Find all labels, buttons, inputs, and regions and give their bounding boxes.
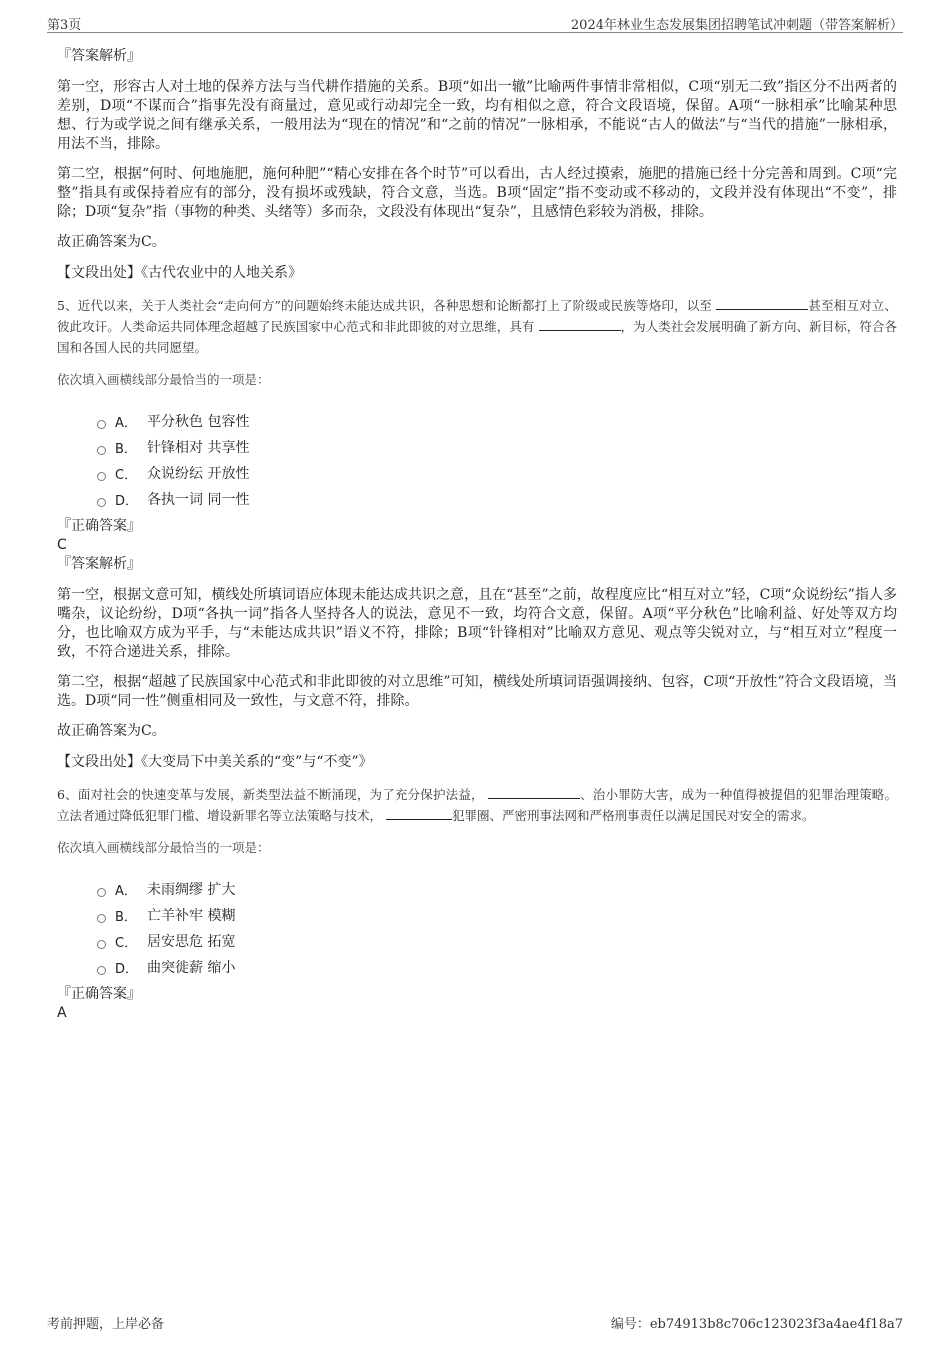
radio-icon[interactable] [97,472,106,481]
analysis-label: 『答案解析』 [57,48,141,64]
page-content [57,46,897,1022]
conclusion: 故正确答案为C。 [57,234,166,250]
option-d[interactable]: D． 各执一词 同一性 [57,486,897,512]
radio-icon[interactable] [97,914,106,923]
page-header [47,12,903,33]
question-5-options [57,408,897,512]
correct-answer-label: 『正确答案』 [57,518,141,534]
correct-answer: C [57,537,67,553]
analysis-paragraph-1: 第一空，形容古人对土地的保养方法与当代耕作措施的关系。B项“如出一辙”比喻两件事情非常相似，C项“别无二致”指区分不出两者的差别，D项“不谋而合”指事先没有商量过，意见或行动却完全一致，均有相似之意，符合文段语境，保留。A项“一脉相承”比喻某种思想、行为或学说之间有继承关系，一般用法为“现在的情况”和“之前的情况”一脉相承，不能说“古人的做法”与“当代的措施”一脉相承，用法不当，排除。 [57,79,897,152]
question-5-stem: 5、近代以来，关于人类社会“走向何方”的问题始终未能达成共识，各种思想和论断都打上了阶级或民族等烙印，以至 甚至相互对立、彼此攻讦。人类命运共同体理念超越了民族国家中心范式和非此即彼的对立思维，具有 ，为人类社会发展明确了新方向、新目标，符合各国和各国人民的共同愿望。 [57,298,897,355]
conclusion: 故正确答案为C。 [57,723,166,739]
question-6-instruction: 依次填入画横线部分最恰当的一项是： [57,840,270,855]
analysis-paragraph-2: 第二空，根据“何时、何地施肥，施何种肥”“精心安排在各个时节”可以看出，古人经过摸索，施肥的措施已经十分完善和周到。C项“完整”指具有或保持着应有的部分，没有损坏或残缺，符合文意，当选。B项“固定”指不变动或不移动的，文段并没有体现出“不变”，排除；D项“复杂”指（事物的种类、头绪等）多而杂，文段没有体现出“复杂”，且感情色彩较为消极，排除。 [57,166,897,220]
question-5-instruction: 依次填入画横线部分最恰当的一项是： [57,372,270,387]
question-6-options [57,876,897,980]
document-id: 编号：eb74913b8c706c123023f3a4ae4f18a7 [610,1317,903,1332]
radio-icon[interactable] [97,888,106,897]
option-a[interactable]: A． 未雨绸缪 扩大 [57,876,897,902]
radio-icon[interactable] [97,966,106,975]
radio-icon[interactable] [97,940,106,949]
question-6-stem: 6、面对社会的快速变革与发展，新类型法益不断涌现，为了充分保护法益， 、治小罪防大害，成为一种值得被提倡的犯罪治理策略。立法者通过降低犯罪门槛、增设新罪名等立法策略与技术， 犯罪圈、严密刑事法网和严格刑事责任以满足国民对安全的需求。 [57,787,897,823]
option-b[interactable]: B． 针锋相对 共享性 [57,434,897,460]
document-title: 2024年林业生态发展集团招聘笔试冲刺题（带答案解析） [570,18,903,33]
analysis-paragraph-2: 第二空，根据“超越了民族国家中心范式和非此即彼的对立思维”可知，横线处所填词语强调接纳、包容，C项“开放性”符合文段语境，当选。D项“同一性”侧重相同及一致性，与文意不符，排除。 [57,674,897,709]
radio-icon[interactable] [97,446,106,455]
footer-slogan: 考前押题，上岸必备 [47,1317,165,1332]
source-line: 【文段出处】《古代农业中的人地关系》 [57,265,302,281]
source-line: 【文段出处】《大变局下中美关系的“变”与“不变”》 [57,754,373,770]
radio-icon[interactable] [97,420,106,429]
correct-answer-label: 『正确答案』 [57,986,141,1002]
option-d[interactable]: D． 曲突徙薪 缩小 [57,954,897,980]
analysis-label: 『答案解析』 [57,556,141,572]
option-c[interactable]: C． 居安思危 拓宽 [57,928,897,954]
analysis-paragraph-1: 第一空，根据文意可知，横线处所填词语应体现未能达成共识之意，且在“甚至”之前，故程度应比“相互对立”轻，C项“众说纷纭”指人多嘴杂，议论纷纷，D项“各执一词”指各人坚持各人的说法，意见不一致，均符合文意，保留。A项“平分秋色”比喻利益、好处等双方均分，也比喻双方成为平手，与“未能达成共识”语义不符，排除；B项“针锋相对”比喻双方意见、观点等尖锐对立，与“相互对立”程度一致，不符合递进关系，排除。 [57,587,897,660]
option-a[interactable]: A． 平分秋色 包容性 [57,408,897,434]
blank-2 [386,806,452,820]
blank-2 [539,317,621,331]
option-b[interactable]: B． 亡羊补牢 模糊 [57,902,897,928]
blank-1 [716,296,808,310]
radio-icon[interactable] [97,498,106,507]
page-number: 第3页 [47,18,82,33]
correct-answer: A [57,1005,67,1021]
option-c[interactable]: C． 众说纷纭 开放性 [57,460,897,486]
blank-1 [488,785,580,799]
